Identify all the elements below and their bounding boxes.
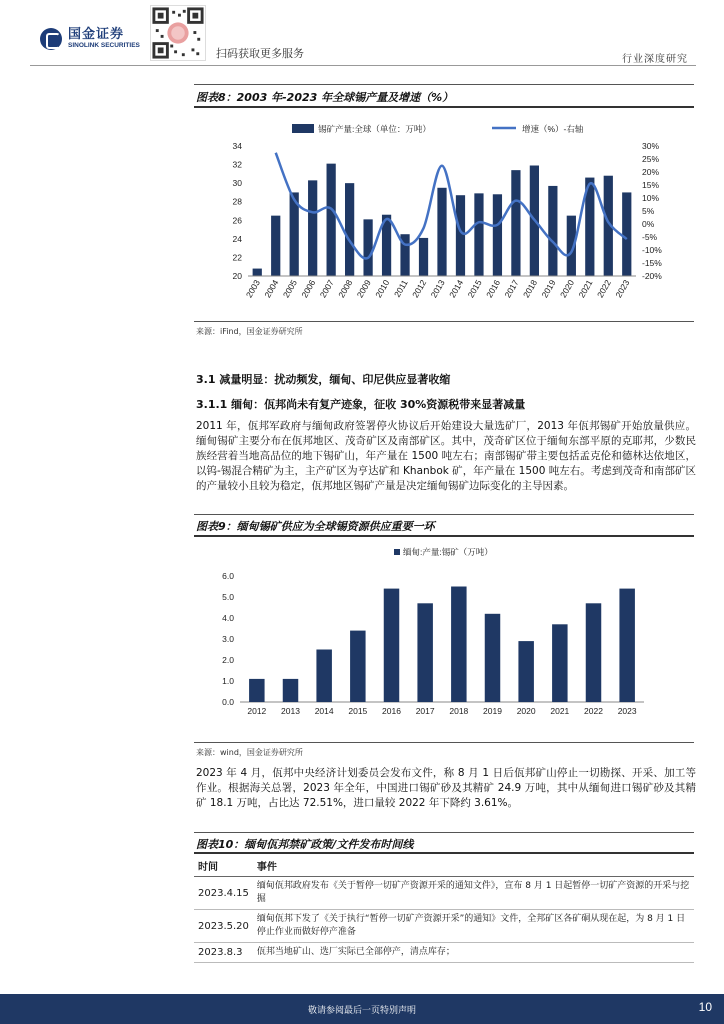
column-header-event: 事件 (253, 855, 694, 877)
legend-label-production: 锡矿产量:全球（单位：万吨） (318, 124, 431, 134)
y-right-tick-label: -10% (642, 245, 662, 255)
x-tick-label: 2023 (617, 706, 637, 716)
production-bar (327, 164, 336, 276)
logo-name-cn: 国金证券 (68, 27, 125, 43)
figure8-source: 来源：iFind，国金证券研究所 (196, 327, 303, 336)
x-tick-label: 2012 (410, 278, 429, 300)
x-tick-label: 2016 (382, 706, 401, 716)
row-event: 缅甸佤邦下发了《关于执行“暂停一切矿产资源开采”的通知》文件，全邦矿区各矿硐从现在起，为 8 月 1 日停止作业而做好停产准备 (253, 910, 694, 943)
x-tick-label: 2023 (613, 278, 632, 300)
production-bar (493, 194, 502, 276)
y-right-tick-label: 15% (642, 180, 660, 190)
scan-qr-text: 扫码获取更多服务 (216, 47, 304, 60)
figure9-title: 图表9：缅甸锡矿供应为全球锡资源供应重要一环 (196, 520, 435, 533)
y-left-tick-label: 20 (232, 271, 242, 281)
production-bar (456, 195, 465, 276)
figure10-title: 图表10：缅甸佤邦禁矿政策/文件发布时间线 (196, 838, 414, 851)
y-tick-label: 1.0 (222, 676, 234, 686)
y-tick-label: 0.0 (222, 697, 234, 707)
y-left-tick-label: 24 (232, 233, 242, 244)
x-tick-label: 2019 (483, 706, 502, 716)
myanmar-production-bar (518, 641, 533, 702)
y-right-tick-label: -5% (642, 232, 658, 242)
row-event: 佤邦当地矿山、选厂实际已全部停产，清点库存； (253, 943, 694, 963)
x-tick-label: 2021 (550, 706, 570, 716)
legend-label-growth: 增速（%）-右轴 (522, 124, 584, 134)
x-tick-label: 2022 (594, 278, 614, 300)
paragraph-myanmar-wa-state: 2011 年，佤邦军政府与缅甸政府签署停火协议后开始建设大量选矿厂，2013 年佤邦锡矿开始放量供应。缅甸锡矿主要分布在佤邦地区、茂奇矿区及南部矿区。其中，茂奇矿区位于缅甸东部平原的克耶邦，少数民族经营着当地高品位的地下锡矿山，年产量在 1500 吨左右；南部锡矿带主要包括孟克伦和德林达依地区，以钨-锡混合精矿为主，主产矿区为亨达矿和 Khanbok 矿，年产量在 1500 吨左右。考虑到茂奇和南部矿区的产量较小且较为稳定，佤邦地区锡矿产量是决定缅甸锡矿边际变化的主导因素。 (196, 420, 696, 492)
x-tick-label: 2005 (280, 278, 299, 300)
myanmar-production-bar (451, 587, 466, 703)
table-row (194, 910, 694, 943)
y-tick-label: 6.0 (222, 571, 234, 581)
y-right-tick-label: 20% (642, 167, 660, 177)
figure9-title-rule (194, 535, 694, 537)
page-header (0, 0, 724, 66)
myanmar-production-bar (249, 679, 264, 702)
x-tick-label: 2015 (465, 278, 484, 300)
myanmar-production-bar (552, 624, 567, 702)
x-tick-label: 2014 (447, 278, 466, 300)
figure9-source: 来源：wind，国金证券研究所 (196, 748, 303, 757)
figure8-title: 图表8：2003 年-2023 年全球锡产量及增速（%） (196, 91, 454, 104)
figure9-chart (194, 540, 694, 740)
figure10-title-rule (194, 852, 694, 854)
header-divider (30, 65, 696, 66)
x-tick-label: 2017 (415, 706, 435, 716)
column-header-time: 时间 (194, 855, 253, 877)
row-event: 缅甸佤邦政府发布《关于暂停一切矿产资源开采的通知文件》，宣布 8 月 1 日起暂停一切矿产资源的开采与挖掘 (253, 877, 694, 910)
x-tick-label: 2004 (262, 278, 281, 300)
figure8-chart (194, 112, 694, 320)
table-row (194, 877, 694, 910)
company-logo (40, 28, 140, 50)
page-footer (0, 994, 724, 1024)
figure9-top-rule (194, 514, 694, 515)
x-tick-label: 2007 (317, 278, 336, 300)
production-bar (271, 216, 280, 276)
y-right-tick-label: 25% (642, 154, 660, 164)
x-tick-label: 2013 (281, 706, 300, 716)
production-bar (345, 183, 354, 276)
figure8-title-rule (194, 106, 694, 108)
x-tick-label: 2018 (449, 706, 469, 716)
y-left-tick-label: 30 (232, 178, 242, 189)
y-right-tick-label: 0% (642, 219, 655, 229)
x-tick-label: 2019 (539, 278, 558, 300)
myanmar-production-bar (417, 603, 432, 702)
myanmar-production-bar (316, 650, 331, 703)
x-tick-label: 2010 (373, 278, 392, 300)
production-bar (437, 188, 446, 276)
production-bar (622, 192, 631, 276)
y-right-tick-label: 30% (642, 141, 660, 151)
x-tick-label: 2017 (502, 278, 521, 300)
page-number: 10 (698, 1000, 712, 1014)
y-left-tick-label: 32 (232, 159, 242, 170)
myanmar-production-bar (283, 679, 298, 702)
production-bar (419, 238, 428, 276)
production-bar (511, 170, 520, 276)
x-tick-label: 2018 (520, 278, 540, 300)
y-left-tick-label: 26 (232, 215, 242, 226)
paragraph-ban-impact: 2023 年 4 月，佤邦中央经济计划委员会发布文件，称 8 月 1 日后佤邦矿山停止一切勘探、开采、加工等作业。根据海关总署，2023 年全年，中国进口锡矿砂及其精矿 24.9 万吨，其中从缅甸进口锡矿砂及其精矿 18.1 万吨，占比达 72.51%，进口量较 2022 年下降约 3.61%。 (196, 767, 696, 809)
y-tick-label: 2.0 (222, 655, 234, 665)
report-type-label: 行业深度研究 (622, 54, 688, 65)
section-heading-3-1-1: 3.1.1 缅甸：佤邦尚未有复产迹象，征收 30%资源税带来显著减量 (196, 398, 526, 411)
x-tick-label: 2003 (243, 278, 262, 300)
logo-name-en: SINOLINK SECURITIES (68, 42, 140, 50)
x-tick-label: 2012 (247, 706, 267, 716)
x-tick-label: 2006 (299, 278, 318, 300)
production-bar (308, 180, 317, 276)
production-bar (474, 193, 483, 276)
figure9-bottom-rule (194, 742, 694, 743)
production-bar (363, 219, 372, 276)
x-tick-label: 2016 (484, 278, 503, 300)
legend-label-myanmar: 缅甸:产量:锡矿（万吨） (403, 547, 493, 557)
logo-mark-icon (40, 28, 62, 50)
myanmar-production-bar (350, 631, 365, 702)
x-tick-label: 2014 (314, 706, 334, 716)
y-tick-label: 3.0 (222, 634, 234, 644)
section-heading-3-1: 3.1 减量明显：扰动频发，缅甸、印尼供应显著收缩 (196, 373, 451, 386)
x-tick-label: 2022 (584, 706, 603, 716)
x-tick-label: 2009 (354, 278, 373, 300)
y-right-tick-label: 5% (642, 206, 655, 216)
x-tick-label: 2020 (557, 278, 577, 300)
x-tick-label: 2020 (516, 706, 536, 716)
x-tick-label: 2011 (391, 278, 410, 299)
figure10-top-rule (194, 832, 694, 833)
myanmar-production-bar (384, 589, 399, 702)
y-tick-label: 4.0 (222, 613, 234, 623)
table-header-row (194, 855, 694, 877)
x-tick-label: 2021 (576, 278, 595, 300)
row-date: 2023.5.20 (194, 910, 253, 943)
production-bar (548, 186, 557, 276)
legend-swatch-production (292, 124, 314, 133)
myanmar-production-bar (586, 603, 601, 702)
figure8-bottom-rule (194, 321, 694, 322)
y-left-tick-label: 22 (232, 252, 242, 263)
y-left-tick-label: 28 (232, 196, 242, 207)
y-tick-label: 5.0 (222, 592, 234, 602)
figure8-top-rule (194, 84, 694, 85)
myanmar-production-bar (485, 614, 500, 702)
legend-swatch-myanmar (394, 549, 400, 555)
x-tick-label: 2008 (336, 278, 355, 300)
y-left-tick-label: 34 (232, 141, 242, 151)
x-tick-label: 2013 (428, 278, 447, 300)
y-right-tick-label: 10% (642, 193, 660, 203)
qr-code-icon (150, 5, 206, 61)
disclaimer-notice: 敬请参阅最后一页特别声明 (307, 1006, 416, 1016)
myanmar-production-bar (619, 589, 634, 702)
y-right-tick-label: -20% (642, 271, 662, 281)
row-date: 2023.8.3 (194, 943, 253, 963)
table-row (194, 943, 694, 963)
production-bar (253, 269, 262, 276)
y-right-tick-label: -15% (642, 258, 662, 268)
row-date: 2023.4.15 (194, 877, 253, 910)
timeline-table (194, 855, 694, 963)
x-tick-label: 2015 (348, 706, 368, 716)
